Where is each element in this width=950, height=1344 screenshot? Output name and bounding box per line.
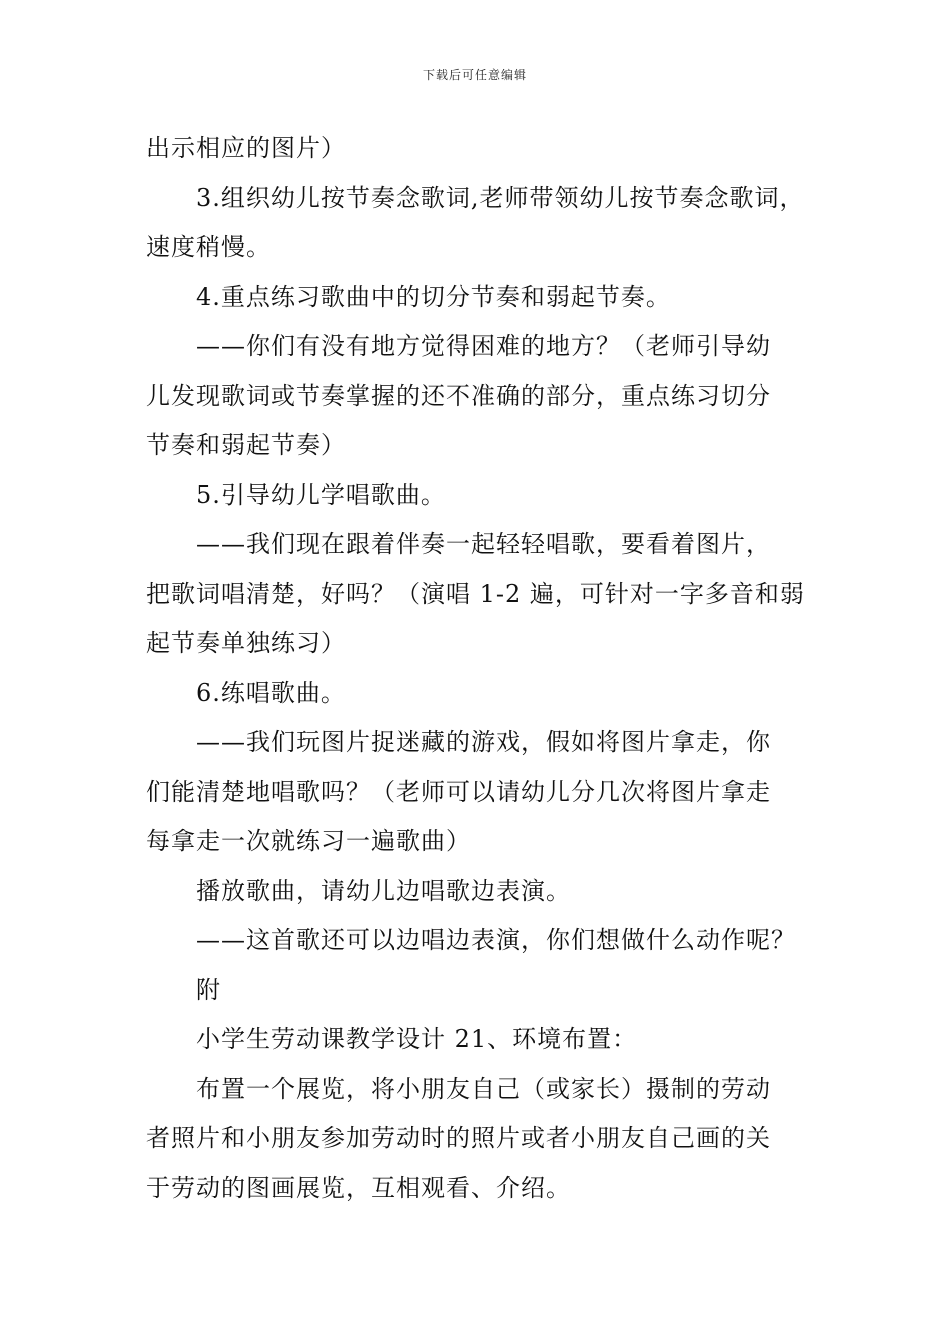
text-line: ——你们有没有地方觉得困难的地方？（老师引导幼 — [196, 332, 771, 360]
text-line: 速度稍慢。 — [146, 233, 271, 261]
text-line: ——我们现在跟着伴奏一起轻轻唱歌，要看着图片， — [196, 530, 771, 558]
text-line: 每拿走一次就练习一遍歌曲） — [146, 827, 471, 855]
text-line: 者照片和小朋友参加劳动时的照片或者小朋友自己画的关 — [146, 1124, 771, 1152]
page-header-note: 下载后可任意编辑 — [422, 68, 527, 82]
text-line: 3.组织幼儿按节奏念歌词,老师带领幼儿按节奏念歌词， — [196, 183, 805, 212]
text-line: ——这首歌还可以边唱边表演，你们想做什么动作呢？ — [196, 926, 796, 954]
text-line: 6.练唱歌曲。 — [196, 678, 346, 707]
text-line: 附 — [196, 975, 221, 1004]
text-line: 于劳动的图画展览，互相观看、介绍。 — [146, 1173, 571, 1202]
text-line: 4.重点练习歌曲中的切分节奏和弱起节奏。 — [196, 282, 671, 311]
text-line: 节奏和弱起节奏） — [146, 431, 346, 459]
text-line: ——我们玩图片捉迷藏的游戏，假如将图片拿走，你 — [196, 728, 771, 756]
text-line: 们能清楚地唱歌吗？（老师可以请幼儿分几次将图片拿走 — [146, 777, 771, 806]
text-line: 起节奏单独练习） — [146, 629, 346, 657]
document-body — [146, 124, 822, 1213]
text-line: 小学生劳动课教学设计 21、环境布置： — [196, 1025, 638, 1053]
text-line: 播放歌曲，请幼儿边唱歌边表演。 — [196, 876, 571, 905]
text-line: 把歌词唱清楚，好吗？（演唱 1-2 遍，可针对一字多音和弱 — [146, 579, 805, 608]
text-line: 布置一个展览，将小朋友自己（或家长）摄制的劳动 — [196, 1074, 771, 1103]
text-line: 儿发现歌词或节奏掌握的还不准确的部分，重点练习切分 — [146, 381, 771, 410]
text-line: 出示相应的图片） — [146, 134, 346, 162]
text-line: 5.引导幼儿学唱歌曲。 — [196, 480, 446, 509]
